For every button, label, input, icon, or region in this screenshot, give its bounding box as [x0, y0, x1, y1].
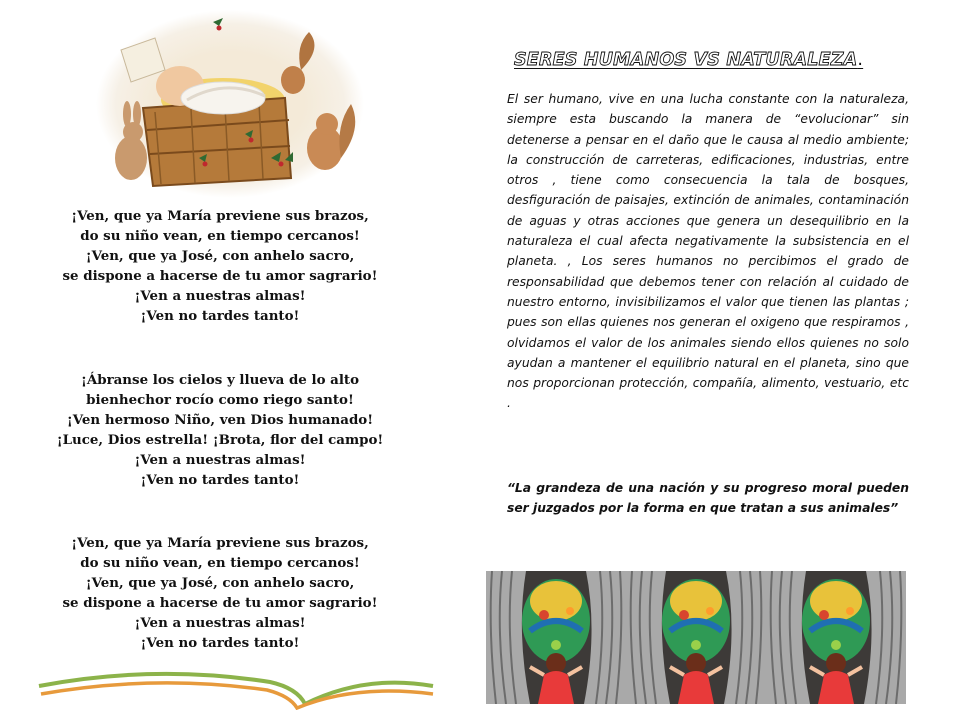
article-title-period: .: [857, 50, 864, 70]
poem-line: ¡Ven a nuestras almas!: [134, 615, 306, 631]
poem-stanza-3: [40, 533, 400, 653]
poem-line: ¡Ven, que ya José, con anhelo sacro,: [85, 248, 355, 264]
poem-line: se dispone a hacerse de tu amor sagrario!: [62, 268, 378, 284]
poem-line: ¡Ven, que ya José, con anhelo sacro,: [85, 575, 355, 591]
poem-line: do su niño vean, en tiempo cercanos!: [80, 555, 360, 571]
poem-stanza-1: [40, 206, 400, 326]
nativity-illustration: [95, 8, 365, 200]
swoosh-green-line: [39, 674, 433, 704]
poem-line: ¡Luce, Dios estrella! ¡Brota, flor del campo!: [56, 432, 384, 448]
folk-art-image: [486, 571, 907, 704]
poem-line: ¡Ven hermoso Niño, ven Dios humanado!: [66, 412, 374, 428]
poem-line: ¡Ábranse los cielos y llueva de lo alto: [80, 372, 360, 388]
decorative-swoosh: [35, 668, 435, 710]
article-title: [514, 50, 914, 70]
poem-line: ¡Ven, que ya María previene sus brazos,: [71, 535, 369, 551]
poem-line: ¡Ven a nuestras almas!: [134, 288, 306, 304]
poem-line: ¡Ven, que ya María previene sus brazos,: [71, 208, 369, 224]
poem-stanza-2: [40, 370, 400, 490]
poem-line: ¡Ven a nuestras almas!: [134, 452, 306, 468]
article-quote: “La grandeza de una nación y su progreso moral pueden ser juzgados por la forma en que tratan a sus animales”: [507, 481, 909, 515]
christmas-poem: [40, 206, 400, 697]
swoosh-orange-line: [41, 683, 433, 708]
poem-line: ¡Ven no tardes tanto!: [140, 308, 300, 324]
poem-line: do su niño vean, en tiempo cercanos!: [80, 228, 360, 244]
poem-line: ¡Ven no tardes tanto!: [140, 635, 300, 651]
poem-line: bienhechor rocío como riego santo!: [86, 392, 354, 408]
article-body: El ser humano, vive en una lucha constante con la naturaleza, siempre esta buscando la manera de “evolucionar” sin detenerse a pensar en el daño que le causa al medio ambiente; la construcción de carreteras, edificaciones, industrias, entre otros , tiene como consecuencia la tala de bosques, desfiguración de paisajes, extinción de animales, contaminación de aguas y otras acciones que genera un desequilibrio en la naturaleza el cual afecta negativamente la subsistencia en el planeta. , Los seres humanos no percibimos el grado de responsabilidad que debemos tener con relación al cuidado de nuestro entorno, invisibilizamos el valor que tienen las plantas ; pues son ellas quienes nos generan el oxigeno que respiramos , olvidamos el valor de los animales siendo ellos quienes no solo ayudan a mantener el equilibrio natural en el planeta, sino que nos proporcionan protección, compañía, alimento, vestuario, etc .: [507, 92, 909, 411]
poem-line: ¡Ven no tardes tanto!: [140, 472, 300, 488]
article-title-text: SERES HUMANOS VS NATURALEZA: [514, 50, 858, 70]
poem-line: se dispone a hacerse de tu amor sagrario!: [62, 595, 378, 611]
